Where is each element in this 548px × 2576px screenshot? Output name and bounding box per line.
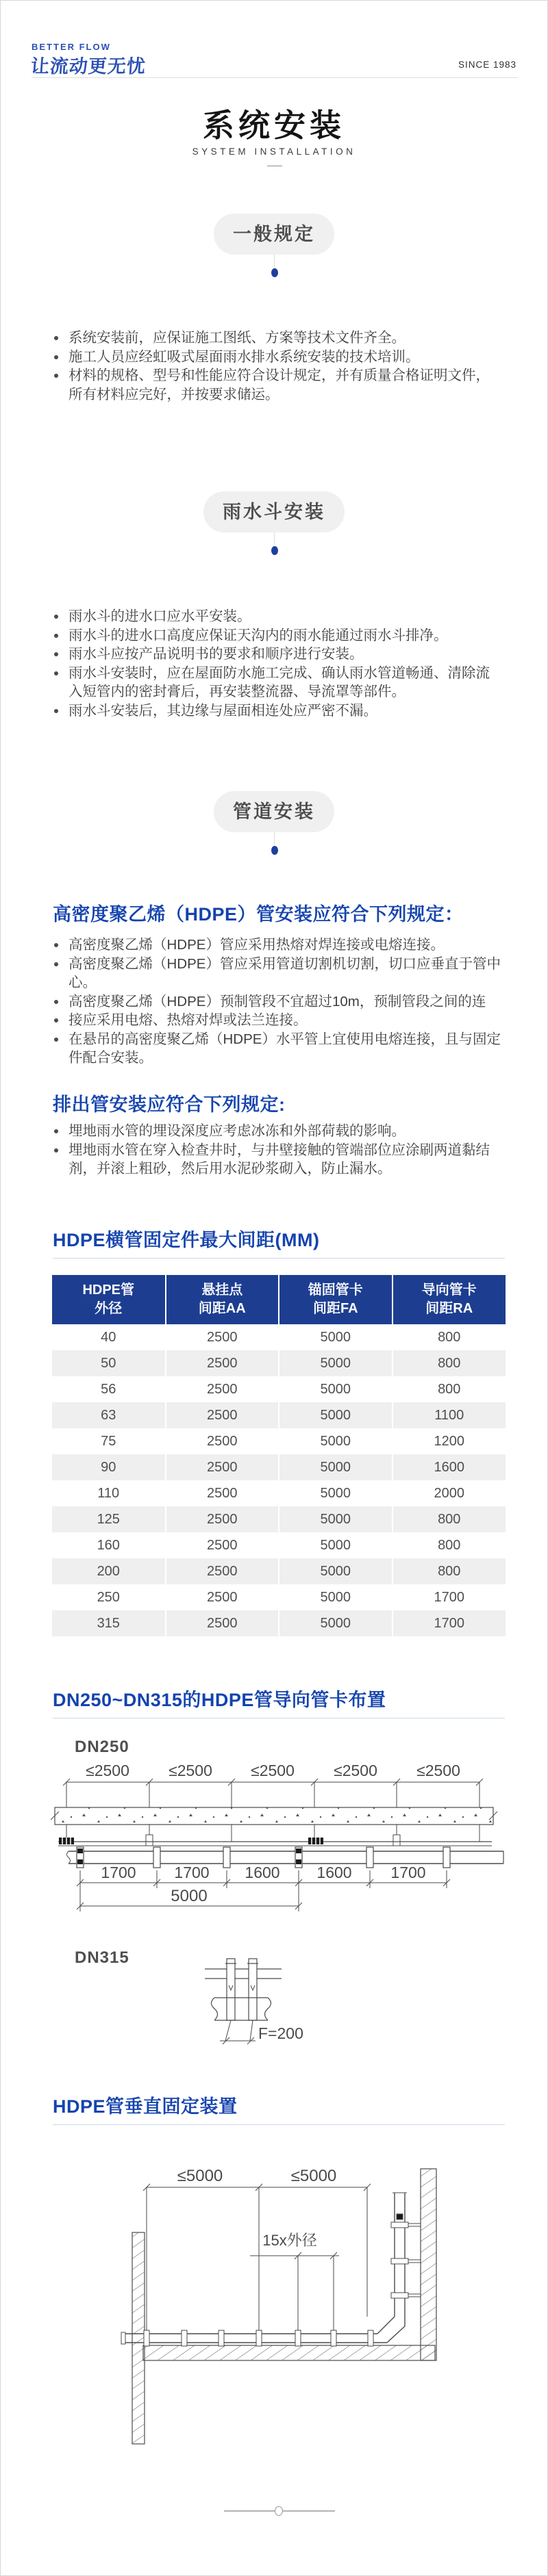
table-row [52,1428,506,1454]
span-dimension-labels [177,2167,337,2185]
table-cell: 5000 [279,1428,393,1454]
table-title: HDPE横管固定件最大间距(MM) [53,1230,320,1250]
bullet-item [51,607,502,626]
dimension-label: 5000 [171,1887,208,1905]
dimension-label: 1600 [316,1864,352,1881]
table-cell: 5000 [279,1480,393,1506]
since-label: SINCE 1983 [458,60,516,70]
dimension-label: F=200 [258,2024,303,2042]
col-header-line: 间距FA [312,1301,358,1316]
table-cell: 800 [438,1381,461,1397]
table-cell: 800 [438,1563,461,1579]
table-cell: 1100 [434,1407,464,1423]
hanger-rods [66,1825,480,1846]
rainwater-outlet-bullet-list [51,607,502,720]
bullet-item [51,1122,502,1141]
table-cell: 5000 [279,1610,393,1636]
concrete-slab [51,1807,497,1825]
dimension-label: ≤2500 [416,1762,460,1779]
table-cell: 315 [52,1610,166,1636]
table-cell: 5000 [279,1558,393,1584]
bullet-dot [54,1129,58,1133]
table-cell: 1700 [434,1589,464,1605]
col-header-line: 导向管卡 [421,1283,477,1298]
general-bullet-list [51,329,502,404]
dn315-label: DN315 [75,1948,129,1967]
table-row [52,1532,506,1558]
table-cell: 1600 [434,1459,464,1475]
bullet-dot [54,374,58,378]
table-cell: 2500 [166,1610,279,1636]
bullet-dot [54,1148,58,1152]
table-cell: 1200 [434,1433,464,1449]
table-row [52,1506,506,1532]
bullet-dot [54,1038,58,1042]
bullet-text: 系统安装前，应保证施工图纸、方案等技术文件齐全。 [68,330,406,346]
guide-section-head [53,1688,505,1718]
table-cell: 5000 [279,1402,393,1428]
bullet-dot [54,943,58,947]
od-dimension [250,2232,339,2330]
dimension-label: ≤2500 [251,1762,295,1779]
col-header-line: 锚固管卡 [308,1283,363,1298]
section-rule [53,1258,505,1259]
table-cell: 1700 [434,1615,464,1631]
table-row [52,1610,506,1636]
table-cell: 5000 [279,1532,393,1558]
bullet-item [51,1030,502,1068]
vertical-section-head [53,2095,505,2125]
bullet-text: 雨水斗的进水口高度应保证天沟内的雨水能通过雨水斗排净。 [68,627,448,643]
f-dimension [220,2020,256,2044]
bullet-dot [54,671,58,675]
table-header-row [52,1275,506,1324]
table-cell: 110 [52,1480,166,1506]
col-header-od [52,1275,166,1324]
bullet-dot [54,709,58,713]
table-cell: 2500 [166,1324,279,1350]
table-row [52,1376,506,1402]
table-cell: 2500 [166,1558,279,1584]
spacing-table-body [52,1324,506,1636]
bullet-text: 施工人员应经虹吸式屋面雨水排水系统安装的技术培训。 [68,348,420,365]
bullet-text: 雨水斗安装时，应在屋面防水施工完成、确认雨水管道畅通、清除流入短管内的密封膏后，再安装整流器、导流罩等部件。 [68,665,490,699]
section-badge-rainwater-outlet: 雨水斗安装 [203,491,345,532]
spacing-table-head [52,1275,506,1324]
table-cell: 63 [52,1402,166,1428]
brand-logo: 让流动更无忧 [29,56,147,77]
table-cell: 56 [52,1376,166,1402]
bullet-dot [54,336,58,340]
dimension-label: 1700 [390,1864,426,1881]
table-cell: 5000 [279,1350,393,1376]
table-cell: 75 [52,1428,166,1454]
table-cell: 5000 [279,1506,393,1532]
footer-circle-ornament [275,2506,283,2516]
dimension-label: ≤2500 [334,1762,377,1779]
vertical-section-title: HDPE管垂直固定装置 [53,2096,238,2117]
table-section-head [53,1228,505,1259]
bullet-item [51,701,502,721]
clamp-dimension-labels [101,1864,425,1881]
bullet-text: 高密度聚乙烯（HDPE）管应采用热熔对焊连接或电熔连接。 [68,937,445,953]
support-rail [58,1842,492,1846]
col-header-guide [393,1275,506,1324]
dimension-label: ≤5000 [290,2167,337,2185]
vertical-pipe-clamps [391,2214,421,2298]
table-row [52,1454,506,1480]
horizontal-pipe-clamps [144,2330,373,2346]
table-cell: 2500 [166,1428,279,1454]
table-cell: 800 [438,1537,461,1553]
discharge-rule-heading: 排出管安装应符合下列规定: [53,1094,286,1115]
bullet-item [51,1011,502,1030]
table-cell: 50 [52,1350,166,1376]
dimension-label: ≤2500 [169,1762,212,1779]
table-cell: 2500 [166,1454,279,1480]
table-row [52,1480,506,1506]
pipe-run [67,1851,504,1864]
table-cell: 200 [52,1558,166,1584]
dimension-label: 1700 [174,1864,210,1881]
floor-slab [143,2345,435,2360]
discharge-rule-bullet-list [51,1122,502,1178]
bullet-dot [54,652,58,656]
bullet-dot [54,1000,58,1004]
top-dimension-chain [63,1779,483,1807]
bullet-item [51,626,502,645]
col-header-line: 外径 [95,1301,123,1316]
bullet-item [51,1141,502,1178]
table-cell: 160 [52,1532,166,1558]
bullet-dot [54,355,58,359]
bullet-dot [54,634,58,638]
hdpe-rule-heading: 高密度聚乙烯（HDPE）管安装应符合下列规定： [53,904,464,925]
connector-dot [271,846,278,855]
table-row [52,1558,506,1584]
bullet-text: 接应采用电熔、热熔对焊或法兰连接。 [68,1012,308,1028]
spacing-table [52,1275,506,1636]
table-cell: 5000 [279,1454,393,1480]
table-cell: 2000 [434,1485,464,1501]
bullet-text: 材料的规格、型号和性能应符合设计规定，并有质量合格证明文件，所有材料应完好，并按要求储运。 [68,368,490,402]
right-wall [421,2169,436,2360]
bullet-text: 高密度聚乙烯（HDPE）管应采用管道切割机切割，切口应垂直于管中心。 [68,955,501,990]
bullet-text: 在悬吊的高密度聚乙烯（HDPE）水平管上宜使用电熔连接，且与固定件配合安装。 [68,1031,501,1066]
table-cell: 2500 [166,1480,279,1506]
brand-tagline: BETTER FLOW [32,42,111,52]
table-cell: 800 [438,1511,461,1527]
bullet-dot [54,1018,58,1022]
table-cell: 125 [52,1506,166,1532]
left-wall [132,2232,145,2444]
table-cell: 800 [438,1329,461,1345]
bullet-item [51,992,502,1012]
table-cell: 2500 [166,1532,279,1558]
page-title: 系统安装 [203,107,345,143]
dn250-diagram [41,1761,507,1929]
dn315-diagram [191,1955,356,2052]
col-header-line: 间距AA [198,1301,246,1316]
dimension-label: 1600 [245,1864,280,1881]
table-cell: 2500 [166,1350,279,1376]
section-rule [53,2124,505,2125]
dimension-label: 15x外径 [262,2232,317,2249]
table-row [52,1402,506,1428]
table-cell: 5000 [279,1324,393,1350]
table-cell: 2500 [166,1506,279,1532]
bullet-dot [54,615,58,619]
table-cell: 90 [52,1454,166,1480]
table-row [52,1324,506,1350]
table-cell: 2500 [166,1584,279,1610]
section-badge-piping: 管道安装 [214,791,334,832]
horizontal-pipe [121,2332,387,2344]
bullet-text: 雨水斗应按产品说明书的要求和顺序进行安装。 [68,646,364,662]
col-header-line: 悬挂点 [201,1283,243,1298]
connector-dot [271,546,278,555]
table-cell: 40 [52,1324,166,1350]
dimension-label: 1700 [101,1864,136,1881]
table-cell: 800 [438,1355,461,1371]
table-cell: 250 [52,1584,166,1610]
bullet-dot [54,962,58,966]
bullet-item [51,366,502,404]
connector-dot [271,268,278,277]
section-badge-general: 一般规定 [214,214,334,255]
hdpe-rule-bullet-list [51,936,502,1068]
bullet-text: 高密度聚乙烯（HDPE）预制管段不宜超过10m，预制管段之间的连 [68,993,486,1009]
connector-line [274,255,275,267]
bullet-item [51,645,502,664]
bullet-item [51,955,502,992]
dn250-label: DN250 [75,1738,129,1756]
bullet-item [51,329,502,348]
connector-line [274,832,275,845]
connector-line [274,532,275,545]
bullet-text: 雨水斗的进水口应水平安装。 [68,608,251,624]
table-row [52,1584,506,1610]
dimension-label: ≤5000 [177,2167,223,2185]
bullet-text: 雨水斗安装后，其边缘与屋面相连处应严密不漏。 [68,702,377,719]
table-cell: 2500 [166,1402,279,1428]
table-row [52,1350,506,1376]
span-dimension-chain [143,2184,371,2330]
bullet-text: 埋地雨水管在穿入检查井时，与井壁接触的管端部位应涂刷两道黏结剂，并滚上粗砂，然后用水泥砂浆砌入，防止漏水。 [68,1142,490,1176]
dimension-label: ≤2500 [86,1762,129,1779]
bullet-item [51,936,502,955]
bullet-item [51,664,502,701]
table-cell: 5000 [279,1376,393,1402]
col-header-line: HDPE管 [82,1283,135,1298]
table-cell: 2500 [166,1376,279,1402]
table-cell: 5000 [279,1584,393,1610]
guide-section-title: DN250~DN315的HDPE管导向管卡布置 [53,1690,386,1710]
col-header-hanger [166,1275,279,1324]
vertical-fixing-diagram [103,2148,460,2477]
pipe-break-section [212,1998,271,2020]
bullet-item [51,348,502,367]
col-header-line: 间距RA [425,1301,473,1316]
header-divider [32,77,518,78]
page-subtitle: SYSTEM INSTALLATION [192,146,356,157]
top-dimension-labels [86,1762,460,1779]
bullet-text: 埋地雨水管的埋设深度应考虑冰冻和外部荷载的影响。 [68,1123,406,1139]
col-header-anchor [279,1275,393,1324]
